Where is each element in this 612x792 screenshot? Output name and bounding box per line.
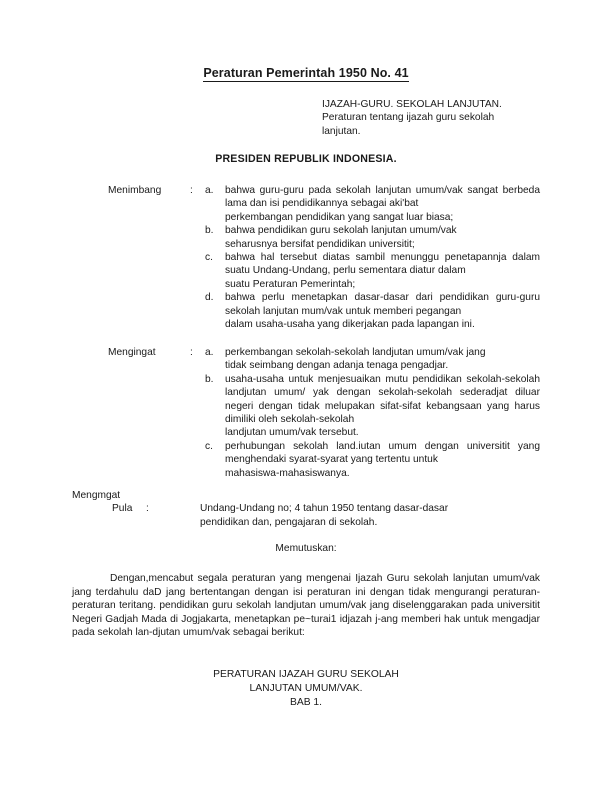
item-letter: c.: [205, 252, 213, 264]
item-body-tail: dalam usaha-usaha yang dikerjakan pada lapangan ini.: [225, 319, 475, 331]
page-title: [0, 66, 612, 80]
considering-item-a: [72, 184, 540, 224]
closing-line-3: BAB 1.: [289, 697, 323, 708]
remembering-also-section: [72, 489, 540, 528]
closing-line-2: LANJUTAN UMUM/VAK.: [249, 683, 363, 694]
remembering-also-row: [72, 502, 540, 529]
considering-item-b: [72, 224, 540, 251]
considering-colon: :: [190, 185, 193, 196]
item-body-tail: landjutan umum/vak tersebut.: [225, 427, 359, 439]
remembering-item-a: [72, 346, 540, 373]
subject-block: [322, 98, 540, 138]
item-letter: a.: [205, 185, 214, 196]
item-body-tail: perkembangan pendidikan yang sangat luar biasa;: [225, 211, 454, 223]
remembering-also-label: Pula: [112, 503, 133, 515]
remembering-item-c: [72, 440, 540, 480]
item-body-main: perhubungan sekolah land.iutan umum dengan universitit yang menghendaki syarat-syarat yang tertentu untuk: [225, 440, 540, 466]
remembering-also-colon: :: [146, 503, 149, 515]
remembering-also-main: Undang-Undang no; 4 tahun 1950 tentang dasar-dasar: [200, 503, 449, 515]
item-body-tail: seharusnya bersifat pendidikan universitit;: [225, 238, 415, 250]
remembering-also-label-top: Mengmgat: [72, 490, 121, 501]
considering-item-c: [72, 251, 540, 291]
remembering-section: [72, 346, 540, 480]
considering-item-d: [72, 291, 540, 331]
item-body: [225, 291, 540, 331]
decision-heading: Memutuskan:: [275, 543, 337, 554]
subject-line-1: IJAZAH-GURU. SEKOLAH LANJUTAN.: [322, 99, 502, 110]
item-body: [225, 373, 540, 440]
item-body: [225, 184, 540, 224]
subject-line-2: Peraturan tentang ijazah guru sekolah: [322, 112, 495, 124]
body-paragraph: Dengan,mencabut segala peraturan yang mengenai Ijazah Guru sekolah lanjutan umum/vak jang terdahulu daD jang bertentangan dengan isi peraturan ini dengan tidak mengurangi peraturan-peraturan teritang. pendidikan guru sekolah landjutan umum/vak jang diselenggarakan pada universitit Negeri Gadjah Mada di Jogjakarta, menetapkan pe~turai1 idjazah j-ang memberi hak untuk mengadjar pada sekolah lan-djutan umum/vak sebagai berikut:: [72, 573, 540, 639]
item-body: [225, 440, 540, 480]
remembering-colon: :: [190, 347, 193, 358]
remembering-also-tail: pendidikan dan, pengajaran di sekolah.: [200, 516, 378, 528]
closing-line-1: PERATURAN IJAZAH GURU SEKOLAH: [213, 669, 399, 680]
item-letter: c.: [205, 440, 213, 452]
item-body-main: bahwa perlu menetapkan dasar-dasar dari pendidikan guru-guru sekolah lanjutan mum/vak untuk memberi pegangan: [225, 292, 540, 317]
item-letter: b.: [205, 373, 214, 385]
remembering-also-body: [200, 502, 540, 529]
item-letter: d.: [205, 292, 214, 304]
item-body: [225, 251, 540, 291]
closing-block: [0, 668, 612, 710]
item-body-main: perkembangan sekolah-sekolah landjutan umum/vak jang: [225, 347, 486, 358]
remembering-label: Mengingat: [108, 347, 156, 358]
item-body: [225, 346, 540, 373]
item-body-tail: tidak seimbang dengan adanja tenaga pengadjar.: [225, 360, 449, 372]
page-title-text: Peraturan Pemerintah 1950 No. 41: [203, 66, 409, 80]
item-letter: b.: [205, 225, 214, 237]
item-body-main: usaha-usaha untuk menjesuaikan mutu pendidikan sekolah-sekolah landjutan umum/ yak dengan sekolah-sekolah sederadjat diluar negeri dengan tidak melupakan sifat-sifat kebangsaan yang harus dimiliki oleh sekolah-sekolah: [225, 373, 540, 426]
remembering-item-b: [72, 373, 540, 440]
item-body-main: bahwa hal tersebut diatas sambil menunggu penetapannja dalam suatu Undang-Undang, perlu sementara diatur dalam: [225, 252, 540, 277]
item-letter: a.: [205, 347, 214, 358]
item-body-tail: suatu Peraturan Pemerintah;: [225, 278, 356, 290]
considering-section: [72, 184, 540, 331]
item-body-main: bahwa guru-guru pada sekolah lanjutan umum/vak sangat berbeda lama dan isi pendidikannya sebagai aki'bat: [225, 185, 540, 210]
item-body: [225, 224, 540, 251]
authority-heading: PRESIDEN REPUBLIK INDONESIA.: [215, 153, 397, 165]
considering-label: Menimbang: [108, 185, 162, 196]
item-body-main: bahwa pendidikan guru sekolah lanjutan umum/vak: [225, 225, 457, 237]
item-body-tail: mahasiswa-mahasiswanya.: [225, 467, 350, 479]
subject-line-3: lanjutan.: [322, 125, 361, 137]
